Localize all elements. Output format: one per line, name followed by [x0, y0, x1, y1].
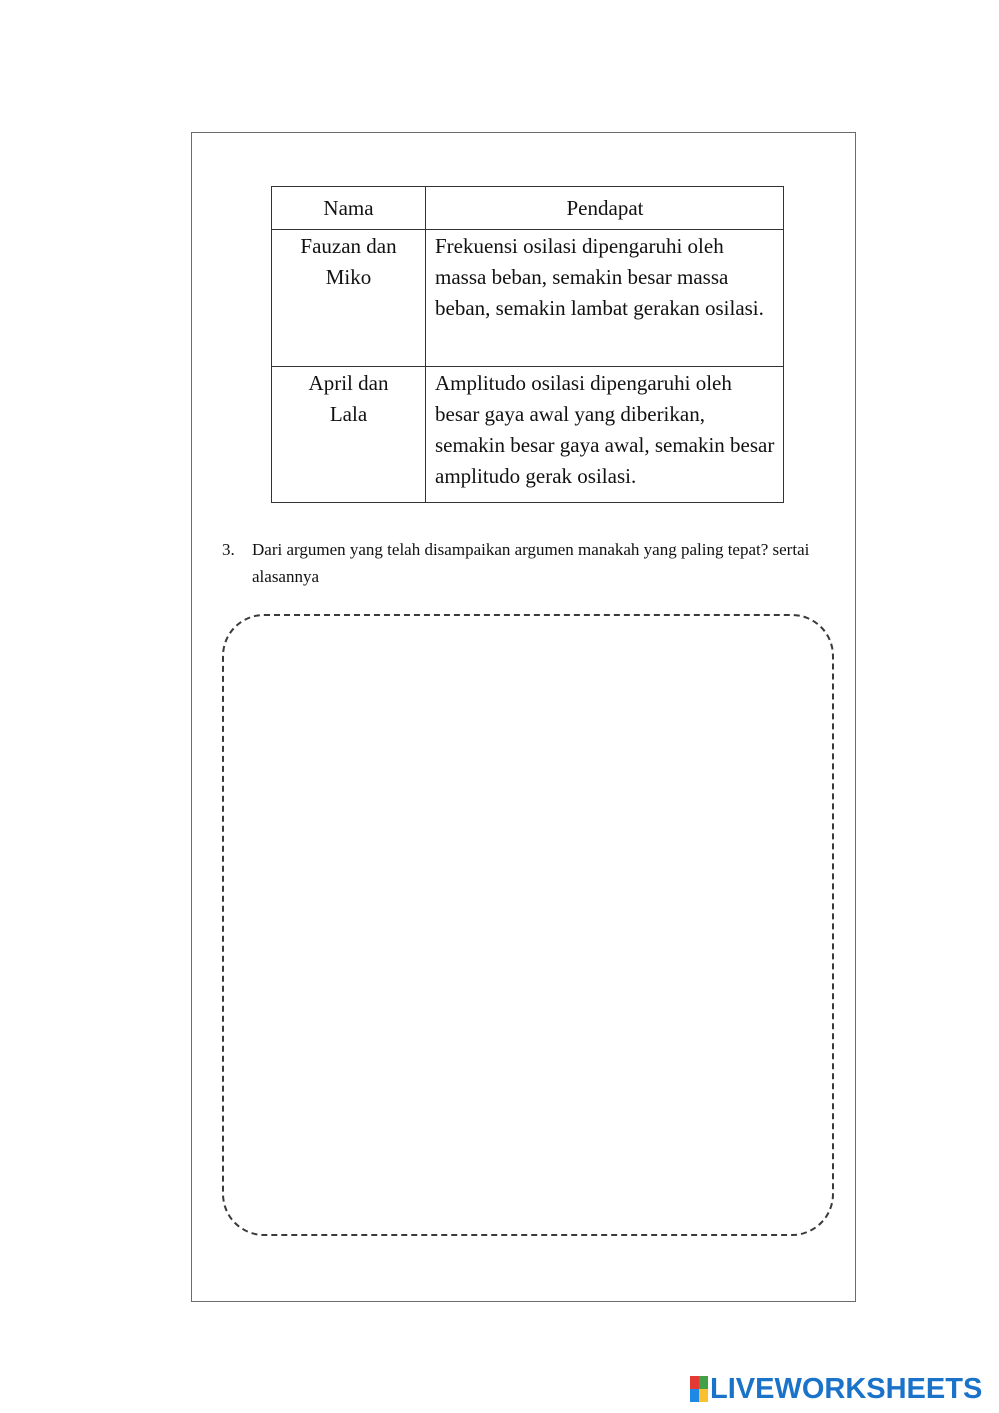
table-header-row — [272, 187, 784, 230]
header-opinion: Pendapat — [426, 187, 784, 230]
answer-textbox[interactable] — [222, 614, 834, 1236]
icon-square-yellow — [699, 1389, 708, 1402]
icon-square-red — [690, 1376, 699, 1389]
opinion-cell: Amplitudo osilasi dipengaruhi oleh besar gaya awal yang diberikan, semakin besar gaya awal, semakin besar amplitudo gerak osilasi. — [426, 367, 784, 503]
table-row — [272, 230, 784, 367]
opinion-cell: Frekuensi osilasi dipengaruhi oleh massa beban, semakin besar massa beban, semakin lambat gerakan osilasi. — [426, 230, 784, 367]
name-cell — [272, 367, 426, 503]
header-name: Nama — [272, 187, 426, 230]
table-row — [272, 367, 784, 503]
question-number: 3. — [222, 540, 235, 559]
brand-name: LIVEWORKSHEETS — [710, 1373, 983, 1405]
name-line: Fauzan dan — [300, 234, 397, 258]
brand-logo — [690, 1374, 982, 1404]
opinions-table — [271, 186, 784, 503]
liveworksheets-icon — [690, 1376, 708, 1402]
name-line: Miko — [325, 265, 372, 289]
name-line: Lala — [329, 402, 368, 426]
question-text: Dari argumen yang telah disampaikan argumen manakah yang paling tepat? sertai alasannya — [252, 540, 810, 586]
name-cell — [272, 230, 426, 367]
name-line: April dan — [308, 371, 389, 395]
icon-square-blue — [690, 1389, 699, 1402]
icon-square-green — [699, 1376, 708, 1389]
